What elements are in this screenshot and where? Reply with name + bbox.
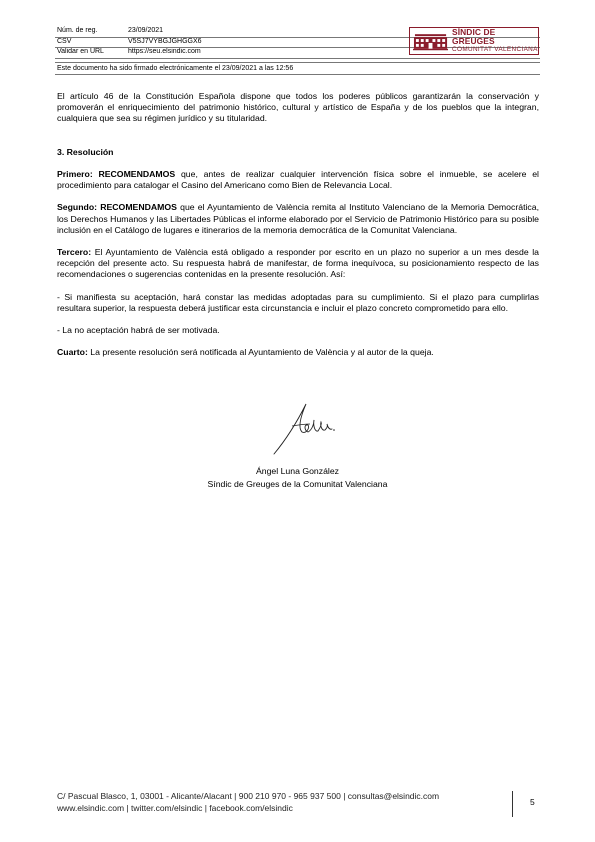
footer-divider (512, 791, 513, 817)
paragraph-text: que, antes de realizar cualquier intervención física sobre el inmueble, se acelere el procedimiento para catalogar el Casino del Americano como Bien de Relevancia Local. (57, 169, 539, 191)
paragraph-cuarto (57, 347, 539, 358)
footer-links[interactable]: www.elsindic.com | twitter.com/elsindic | facebook.com/elsindic (57, 803, 293, 813)
document-metadata (57, 26, 357, 58)
sindic-logo (409, 27, 539, 55)
paragraph-label: Segundo: (57, 202, 98, 213)
logo-line1: SÍNDIC DE GREUGES (452, 27, 496, 46)
meta-row-url (57, 47, 357, 58)
meta-row-csv (57, 37, 357, 48)
building-icon (413, 31, 448, 51)
footer-contact (57, 790, 439, 814)
paragraph-text: El Ayuntamiento de València está obligado a responder por escrito en un plazo no superior a un mes desde la recepción del presente acto. Su respuesta habrá de manifestar, de forma inequívoca, su posicionamiento respecto de las recomendaciones o sugerencias contenidas en la presente resolución. Así: (57, 247, 539, 280)
footer-address: C/ Pascual Blasco, 1, 03001 - Alicante/Alacant | 900 210 970 - 965 937 500 | consultas@elsindic.com (57, 791, 440, 801)
paragraph-bullet-1: - Si manifiesta su aceptación, hará constar las medidas adoptadas para su cumplimiento. Si el plazo para cumplirlas resultara superior, la respuesta deberá justificar esta circunstancia e incluir el plazo concreto comprometido para ello. (57, 291, 539, 313)
paragraph-primero (57, 169, 539, 191)
paragraph-emphasis: RECOMENDAMOS (98, 169, 176, 180)
paragraph-label: Tercero: (57, 247, 92, 258)
intro-paragraph: El artículo 46 de la Constitución Española dispone que todos los poderes públicos garantizarán la conservación y promoverán el enriquecimiento del patrimonio histórico, cultural y artístico de España y de los pueblos que la integran, cualquiera que sea su régimen jurídico y su titularidad. (57, 91, 539, 124)
paragraph-text: que el Ayuntamiento de València remita al Instituto Valenciano de la Memoria Democrática, los Derechos Humanos y las Libertades Públicas el informe elaborado por el Servicio de Patrimonio Histórico para su posible inclusión en el Catálogo de lugares e itinerarios de la memoria democrática de la Comunitat Valenciana. (57, 202, 540, 235)
document-body (57, 91, 539, 369)
meta-key: Validar en URL (57, 48, 104, 55)
signatory-name: Ángel Luna González (255, 466, 340, 476)
paragraph-bullet-2: - La no aceptación habrá de ser motivada. (57, 325, 220, 336)
meta-divider (55, 74, 540, 75)
paragraph-label: Cuarto: (57, 347, 88, 358)
handwritten-signature (270, 398, 340, 458)
meta-value: V5SJ7VYBGJGHGGX6 (128, 37, 202, 45)
section-heading: 3. Resolución (57, 146, 114, 157)
meta-url-link[interactable]: https://seu.elsindic.com (128, 48, 201, 55)
paragraph-segundo (57, 202, 539, 236)
signatory-title: Síndic de Greuges de la Comunitat Valenciana (207, 479, 388, 489)
meta-key: Núm. de reg. (57, 27, 98, 34)
logo-line2: COMUNITAT VALENCIANA (452, 46, 538, 53)
meta-divider (55, 58, 540, 59)
meta-row-reg (57, 26, 357, 37)
paragraph-emphasis: RECOMENDAMOS (100, 202, 177, 213)
paragraph-tercero (57, 247, 539, 281)
page-number: 5 (530, 797, 535, 807)
meta-value: 23/09/2021 (128, 27, 164, 34)
paragraph-label: Primero: (57, 169, 93, 180)
meta-key: CSV (57, 37, 72, 45)
signed-note: Este documento ha sido firmado electrónicamente el 23/09/2021 a las 12:56 (57, 64, 294, 72)
logo-text (452, 28, 538, 54)
paragraph-text: La presente resolución será notificada al Ayuntamiento de València y al autor de la queja. (87, 347, 434, 358)
